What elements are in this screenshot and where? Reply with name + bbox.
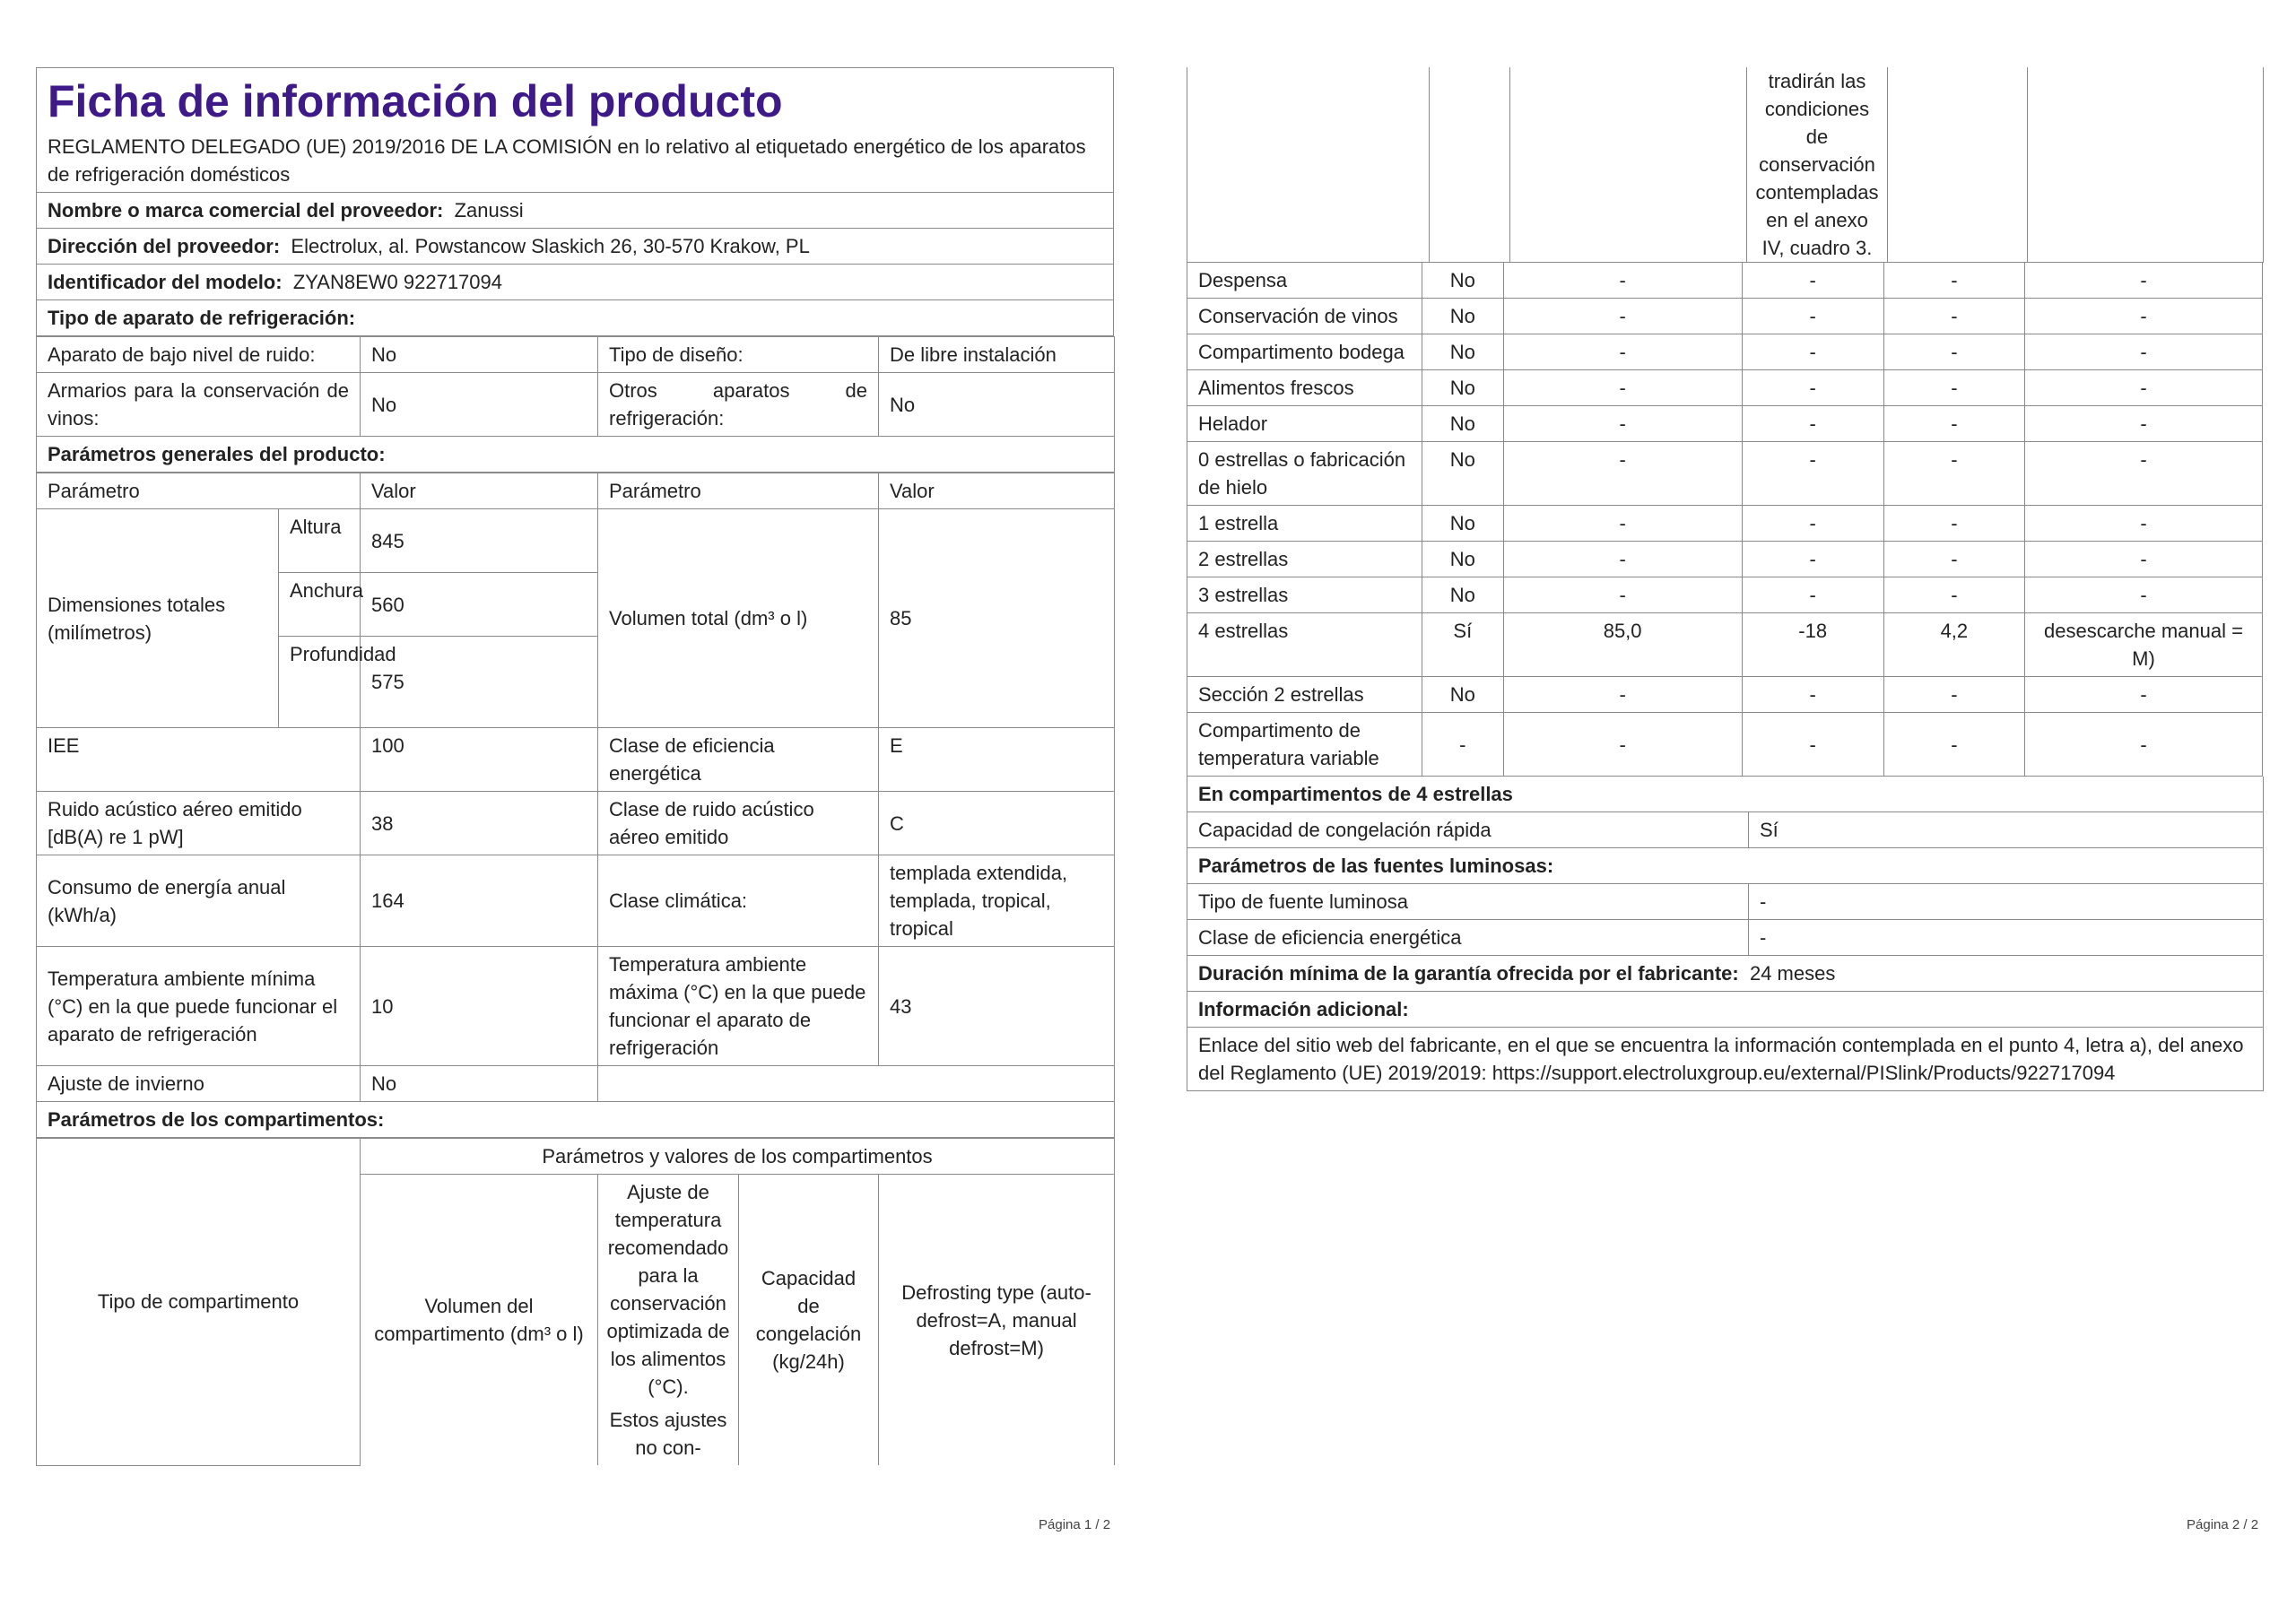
compartment-name: 2 estrellas xyxy=(1187,542,1422,577)
fast-freeze-label: Capacidad de congelación rápida xyxy=(1187,812,1749,848)
page-1 xyxy=(36,67,1114,1466)
compartment-volume: - xyxy=(1503,299,1742,334)
compartment-volume: - xyxy=(1503,406,1742,442)
volume-label: Volumen total (dm³ o l) xyxy=(598,509,879,728)
compartment-freeze: - xyxy=(1883,334,2024,370)
depth-label: Profundidad xyxy=(279,637,361,728)
climate-value: templada extendida, templada, tropical, tropical xyxy=(879,855,1115,947)
header-value-2: Valor xyxy=(879,473,1115,509)
fast-freeze-value: Sí xyxy=(1749,812,2264,848)
compartment-row xyxy=(1187,542,2263,577)
efficiency-label: Clase de eficiencia energética xyxy=(598,728,879,792)
compartment-row xyxy=(1187,442,2263,506)
compartment-freeze: - xyxy=(1883,442,2024,506)
header-table xyxy=(36,67,1114,336)
volume-value: 85 xyxy=(879,509,1115,728)
compartment-row xyxy=(1187,506,2263,542)
col-freeze: Capacidad de congelación (kg/24h) xyxy=(739,1175,879,1466)
compartment-rows xyxy=(1187,263,2263,777)
low-noise-value: No xyxy=(361,337,598,373)
compartment-present: No xyxy=(1422,442,1503,506)
compartment-volume: - xyxy=(1503,370,1742,406)
height-value: 845 xyxy=(361,509,598,573)
col-defrost: Defrosting type (auto-defrost=A, manual defrost=M) xyxy=(879,1175,1115,1466)
compartment-defrost: - xyxy=(2024,442,2262,506)
wine-value: No xyxy=(361,373,598,437)
tmin-value: 10 xyxy=(361,947,598,1066)
type-heading: Tipo de aparato de refrigeración: xyxy=(37,300,1114,336)
header-param: Parámetro xyxy=(37,473,361,509)
compartment-defrost: - xyxy=(2024,263,2262,299)
compartment-defrost: desescarche manual = M) xyxy=(2024,613,2262,677)
col-volume: Volumen del compartimento (dm³ o l) xyxy=(361,1175,598,1466)
compartment-name: Sección 2 estrellas xyxy=(1187,677,1422,713)
compartment-row xyxy=(1187,370,2263,406)
compartment-volume: - xyxy=(1503,542,1742,577)
compartment-present: No xyxy=(1422,334,1503,370)
extra-heading: Información adicional: xyxy=(1187,992,2264,1028)
continuation-text: tradirán las condiciones de conservación contempladas en el anexo IV, cuadro 3. xyxy=(1747,67,1888,263)
light-type-label: Tipo de fuente luminosa xyxy=(1187,884,1749,920)
compartment-defrost: - xyxy=(2024,577,2262,613)
warranty-label: Duración mínima de la garantía ofrecida por el fabricante: xyxy=(1198,962,1739,985)
noise-label: Ruido acústico aéreo emitido [dB(A) re 1 pW] xyxy=(37,792,361,855)
compartment-row xyxy=(1187,677,2263,713)
compartment-temp: - xyxy=(1742,506,1883,542)
dimensions-label: Dimensiones totales (milímetros) xyxy=(37,509,279,728)
compartment-row xyxy=(1187,263,2263,299)
compartment-present: No xyxy=(1422,506,1503,542)
address-value: Electrolux, al. Powstancow Slaskich 26, 30-570 Krakow, PL xyxy=(291,235,810,257)
header-value: Valor xyxy=(361,473,598,509)
depth-value: 575 xyxy=(361,637,598,728)
compartment-present: No xyxy=(1422,577,1503,613)
compartment-temp: - xyxy=(1742,677,1883,713)
compartment-row xyxy=(1187,713,2263,777)
compartment-defrost: - xyxy=(2024,506,2262,542)
light-eff-value: - xyxy=(1749,920,2264,956)
compartment-present: Sí xyxy=(1422,613,1503,677)
efficiency-value: E xyxy=(879,728,1115,792)
compartment-temp: - xyxy=(1742,542,1883,577)
type-table xyxy=(36,336,1115,473)
compartment-name: Conservación de vinos xyxy=(1187,299,1422,334)
tmax-value: 43 xyxy=(879,947,1115,1066)
compartment-name: Compartimento bodega xyxy=(1187,334,1422,370)
climate-label: Clase climática: xyxy=(598,855,879,947)
compartment-defrost: - xyxy=(2024,334,2262,370)
comp-params-heading: Parámetros y valores de los compartimentos xyxy=(361,1139,1115,1175)
wine-label: Armarios para la conservación de vinos: xyxy=(37,373,361,437)
compartment-temp: - xyxy=(1742,263,1883,299)
height-label: Altura xyxy=(279,509,361,573)
model-label: Identificador del modelo: xyxy=(48,271,283,293)
tmin-label: Temperatura ambiente mínima (°C) en la que puede funcionar el aparato de refrigeración xyxy=(37,947,361,1066)
compartment-defrost: - xyxy=(2024,713,2262,777)
compartment-freeze: - xyxy=(1883,370,2024,406)
compartment-temp: - xyxy=(1742,442,1883,506)
compartment-freeze: 4,2 xyxy=(1883,613,2024,677)
compartment-present: No xyxy=(1422,263,1503,299)
tmax-label: Temperatura ambiente máxima (°C) en la que puede funcionar el aparato de refrigeración xyxy=(598,947,879,1066)
compartment-freeze: - xyxy=(1883,713,2024,777)
page-title: Ficha de información del producto xyxy=(48,76,783,126)
compartment-freeze: - xyxy=(1883,506,2024,542)
compartment-freeze: - xyxy=(1883,577,2024,613)
compartment-volume: - xyxy=(1503,713,1742,777)
general-heading: Parámetros generales del producto: xyxy=(37,437,1115,473)
compartment-defrost: - xyxy=(2024,370,2262,406)
extra-text: Enlace del sitio web del fabricante, en el que se encuentra la información contemplada en el punto 4, letra a), del anexo del Reglamento (UE) 2019/2019: https://support.electroluxgroup.eu/external/PISlink/Products/922717094 xyxy=(1187,1028,2264,1091)
compartment-freeze: - xyxy=(1883,406,2024,442)
compartment-present: No xyxy=(1422,406,1503,442)
compartment-present: No xyxy=(1422,370,1503,406)
compartment-volume: - xyxy=(1503,334,1742,370)
design-label: Tipo de diseño: xyxy=(598,337,879,373)
compartment-name: Alimentos frescos xyxy=(1187,370,1422,406)
compartments-header-table xyxy=(36,1138,1115,1466)
compartment-volume: - xyxy=(1503,263,1742,299)
width-label: Anchura xyxy=(279,573,361,637)
compartment-freeze: - xyxy=(1883,299,2024,334)
model-value: ZYAN8EW0 922717094 xyxy=(292,271,502,293)
empty-cell xyxy=(598,1066,1115,1102)
compartment-temp: - xyxy=(1742,334,1883,370)
compartment-name: Despensa xyxy=(1187,263,1422,299)
compartment-temp: - xyxy=(1742,713,1883,777)
regulation-subtitle: REGLAMENTO DELEGADO (UE) 2019/2016 DE LA COMISIÓN en lo relativo al etiquetado energético de los aparatos de refrigeración domésticos xyxy=(48,135,1086,186)
other-label: Otros aparatos de refrigeración: xyxy=(598,373,879,437)
compartment-name: 0 estrellas o fabricación de hielo xyxy=(1187,442,1422,506)
compartment-row xyxy=(1187,613,2263,677)
compartment-defrost: - xyxy=(2024,542,2262,577)
width-value: 560 xyxy=(361,573,598,637)
light-type-value: - xyxy=(1749,884,2264,920)
winter-value: No xyxy=(361,1066,598,1102)
low-noise-label: Aparato de bajo nivel de ruido: xyxy=(37,337,361,373)
header-param-2: Parámetro xyxy=(598,473,879,509)
compartment-temp: - xyxy=(1742,370,1883,406)
compartment-freeze: - xyxy=(1883,263,2024,299)
consumption-value: 164 xyxy=(361,855,598,947)
compartment-name: 3 estrellas xyxy=(1187,577,1422,613)
col-type: Tipo de compartimento xyxy=(37,1139,361,1466)
compartment-freeze: - xyxy=(1883,677,2024,713)
general-table xyxy=(36,473,1115,1138)
compartment-present: No xyxy=(1422,677,1503,713)
compartment-name: Helador xyxy=(1187,406,1422,442)
compartment-row xyxy=(1187,299,2263,334)
compartment-present: No xyxy=(1422,299,1503,334)
page-number-2: Página 2 / 2 xyxy=(2187,1517,2259,1532)
compartment-name: 4 estrellas xyxy=(1187,613,1422,677)
compartment-defrost: - xyxy=(2024,677,2262,713)
iee-label: IEE xyxy=(37,728,361,792)
extra-table xyxy=(1187,777,2264,1091)
compartment-temp: - xyxy=(1742,299,1883,334)
noise-class-value: C xyxy=(879,792,1115,855)
page-2 xyxy=(1187,67,2263,1091)
compartment-row xyxy=(1187,577,2263,613)
compartment-defrost: - xyxy=(2024,406,2262,442)
light-eff-label: Clase de eficiencia energética xyxy=(1187,920,1749,956)
iee-value: 100 xyxy=(361,728,598,792)
consumption-label: Consumo de energía anual (kWh/a) xyxy=(37,855,361,947)
warranty-value: 24 meses xyxy=(1749,962,1836,985)
compartment-volume: 85,0 xyxy=(1503,613,1742,677)
compartment-volume: - xyxy=(1503,577,1742,613)
compartment-volume: - xyxy=(1503,677,1742,713)
compartment-freeze: - xyxy=(1883,542,2024,577)
supplier-value: Zanussi xyxy=(454,199,524,221)
compartment-row xyxy=(1187,406,2263,442)
compartments-table xyxy=(1187,67,2264,263)
compartment-name: 1 estrella xyxy=(1187,506,1422,542)
noise-value: 38 xyxy=(361,792,598,855)
compartments-heading: Parámetros de los compartimentos: xyxy=(37,1102,1115,1138)
page-number-1: Página 1 / 2 xyxy=(1039,1517,1111,1532)
noise-class-label: Clase de ruido acústico aéreo emitido xyxy=(598,792,879,855)
compartment-volume: - xyxy=(1503,442,1742,506)
compartment-defrost: - xyxy=(2024,299,2262,334)
compartment-present: - xyxy=(1422,713,1503,777)
col-temp-b: Estos ajustes no con- xyxy=(609,1409,727,1459)
winter-label: Ajuste de invierno xyxy=(37,1066,361,1102)
col-temp-a: Ajuste de temperatura recomendado para la conservación optimizada de los alimentos (°C). xyxy=(606,1181,730,1398)
address-label: Dirección del proveedor: xyxy=(48,235,281,257)
compartment-temp: - xyxy=(1742,577,1883,613)
compartment-temp: - xyxy=(1742,406,1883,442)
design-value: De libre instalación xyxy=(879,337,1115,373)
compartment-temp: -18 xyxy=(1742,613,1883,677)
compartment-name: Compartimento de temperatura variable xyxy=(1187,713,1422,777)
compartment-present: No xyxy=(1422,542,1503,577)
light-heading: Parámetros de las fuentes luminosas: xyxy=(1187,848,2264,884)
compartment-volume: - xyxy=(1503,506,1742,542)
supplier-label: Nombre o marca comercial del proveedor: xyxy=(48,199,444,221)
other-value: No xyxy=(879,373,1115,437)
col-temp xyxy=(598,1175,739,1466)
four-star-heading: En compartimentos de 4 estrellas xyxy=(1187,777,2264,812)
compartment-row xyxy=(1187,334,2263,370)
